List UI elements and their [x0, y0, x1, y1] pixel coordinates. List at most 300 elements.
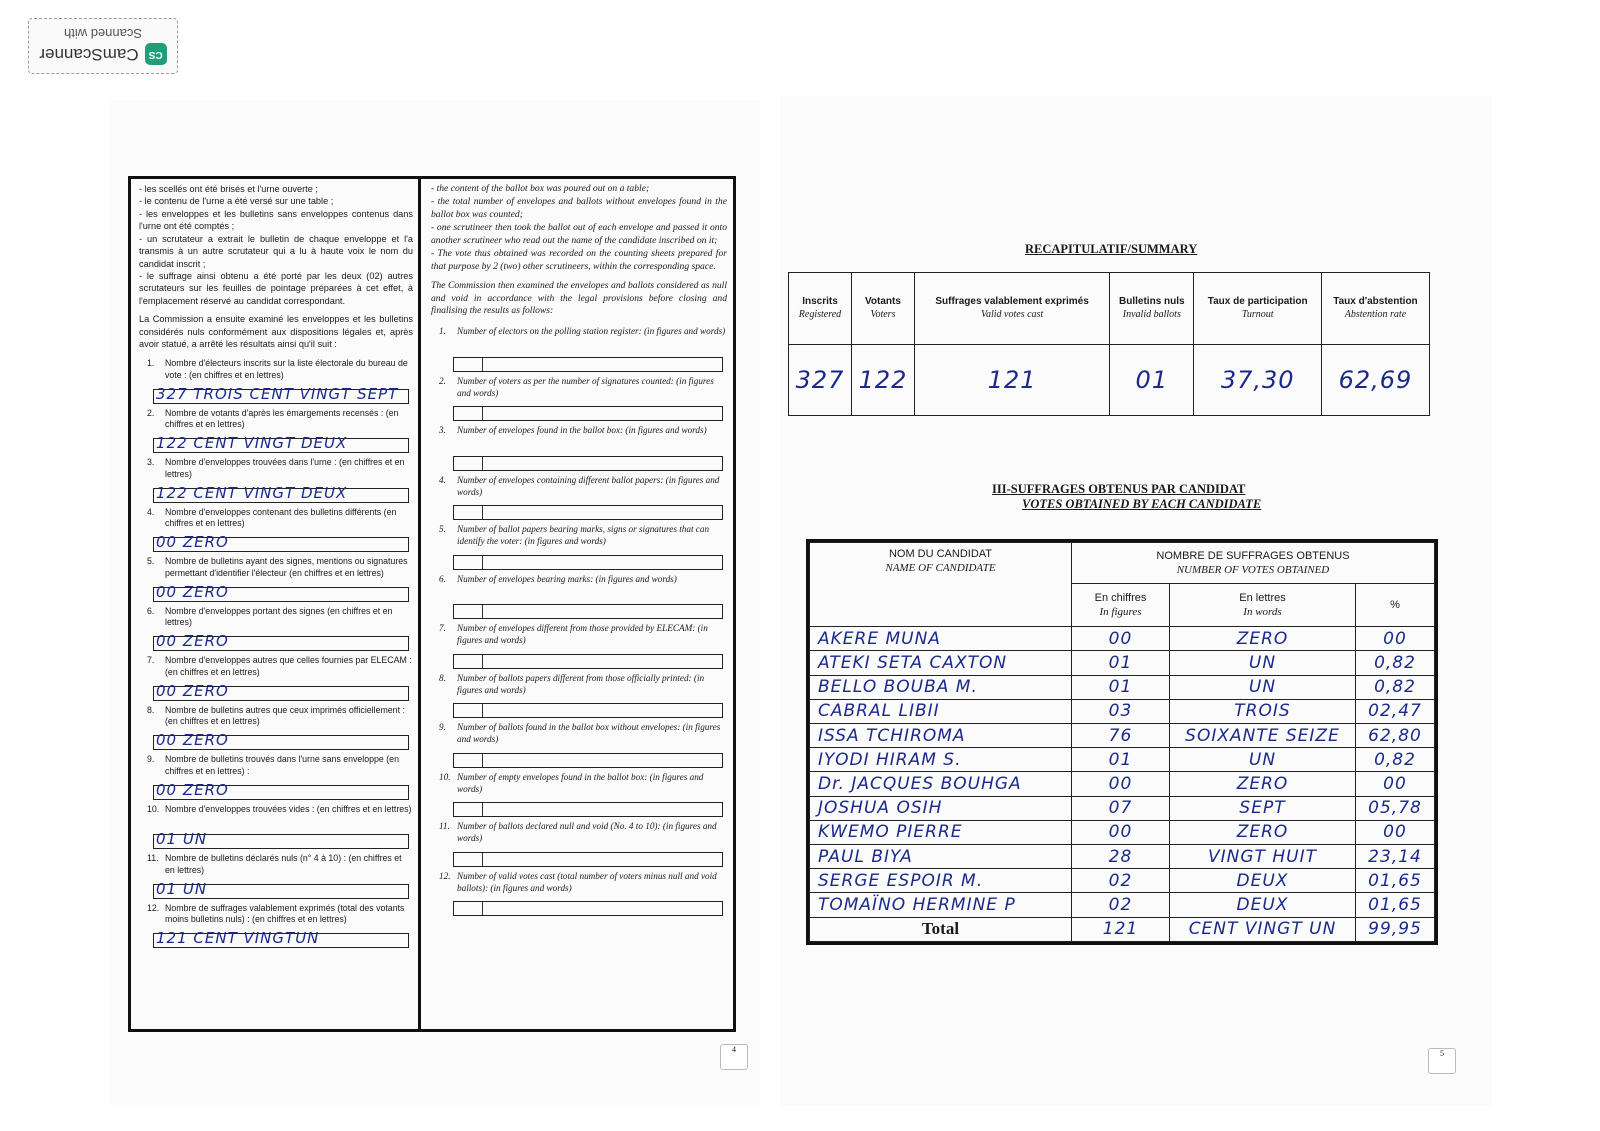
candidates-header-row [810, 543, 1435, 584]
header-figures-en: In figures [1099, 606, 1142, 619]
en-answer-box [453, 406, 723, 421]
fr-item-number: 5. [147, 556, 155, 567]
en-item-number: 8. [439, 672, 446, 683]
en-item [431, 524, 727, 574]
candidate-name: KWEMO PIERRE [818, 822, 963, 843]
fr-item [139, 804, 413, 854]
en-item-text: Number of ballots found in the ballot box without envelopes: (in figures and words) [457, 722, 721, 745]
header-words-fr: En lettres [1239, 591, 1286, 604]
candidate-figures: 00 [1108, 773, 1133, 794]
fr-answer-box [153, 780, 409, 800]
candidate-percent: 0,82 [1374, 677, 1416, 698]
total-label: Total [810, 917, 1072, 941]
candidate-figures-cell [1072, 820, 1170, 844]
summary-header [789, 273, 852, 345]
candidate-name-cell [810, 869, 1072, 893]
fr-answer-box [153, 582, 409, 602]
en-item-text: Number of empty envelopes found in the ballot box: (in figures and words) [457, 771, 704, 794]
summary-header-en: Voters [870, 308, 896, 320]
summary-value [851, 345, 914, 416]
en-item-text: Number of envelopes bearing marks: (in figures and words) [457, 573, 677, 584]
answer-box-divider [482, 506, 483, 519]
fr-item-label [139, 754, 413, 777]
en-item [431, 772, 727, 822]
header-figures [1072, 584, 1170, 627]
fr-item-text: Nombre de votants d'après les émargements recensés : (en chiffres et en lettres) [165, 407, 399, 430]
recap-title: RECAPITULATIF/SUMMARY [1025, 242, 1198, 256]
candidate-name: Dr. JACQUES BOUHGA [818, 773, 1022, 794]
fr-item-label [139, 358, 413, 381]
answer-box-divider [482, 853, 483, 866]
candidate-words: SOIXANTE SEIZE [1185, 725, 1340, 746]
summary-value [1321, 345, 1429, 416]
answer-box-divider [482, 655, 483, 668]
candidate-name: TOMAÏNO HERMINE P [818, 895, 1016, 916]
summary-value-text: 37,30 [1220, 365, 1295, 394]
candidate-name: CABRAL LIBII [818, 701, 940, 722]
total-percent: 99,95 [1368, 919, 1422, 940]
english-column [421, 179, 733, 1029]
english-procedure-list [431, 183, 727, 274]
candidate-words: ZERO [1236, 773, 1289, 794]
candidate-name-cell [810, 844, 1072, 868]
candidate-name: ATEKI SETA CAXTON [818, 652, 1008, 673]
summary-header-en: Registered [798, 308, 842, 320]
candidate-figures-cell [1072, 772, 1170, 796]
candidate-figures: 07 [1108, 798, 1133, 819]
fr-item-label [139, 457, 413, 480]
fr-item-number: 2. [147, 407, 155, 418]
candidate-percent-cell [1356, 772, 1435, 796]
en-item-label [431, 574, 727, 586]
candidate-figures: 00 [1108, 822, 1133, 843]
candidate-words-cell [1170, 772, 1356, 796]
fr-item [139, 507, 413, 557]
fr-item [139, 655, 413, 705]
fr-answer-box [153, 483, 409, 503]
candidate-percent-cell [1356, 699, 1435, 723]
fr-item-label [139, 556, 413, 579]
handwritten-answer: 01 UN [156, 830, 208, 849]
summary-table [788, 272, 1430, 416]
candidate-figures-cell [1072, 893, 1170, 917]
en-item-number: 1. [439, 326, 446, 337]
counting-form [128, 176, 736, 1032]
fr-item-text: Nombre de bulletins autres que ceux imprimés officiellement : (en chiffres et en lettres) [165, 704, 405, 727]
fr-item [139, 358, 413, 408]
candidates-body [810, 627, 1435, 918]
fr-item-label [139, 903, 413, 926]
fr-item [139, 457, 413, 507]
candidate-row [810, 893, 1435, 917]
summary-header-en: Abstention rate [1344, 308, 1407, 320]
candidate-percent-cell [1356, 844, 1435, 868]
candidate-words-cell [1170, 627, 1356, 651]
summary-header-fr: Inscrits [802, 296, 838, 307]
en-item-label [431, 673, 727, 697]
french-procedure-list [139, 183, 413, 307]
summary-value-text: 122 [858, 365, 908, 394]
fr-item [139, 754, 413, 804]
fr-answer-box [153, 731, 409, 750]
candidate-percent: 62,80 [1368, 725, 1422, 746]
en-item [431, 326, 727, 376]
candidate-percent: 23,14 [1368, 846, 1422, 867]
summary-header-fr: Suffrages valablement exprimés [935, 296, 1089, 307]
page-number-right: 5 [1428, 1048, 1456, 1074]
summary-value [1110, 345, 1194, 416]
header-words [1170, 584, 1356, 627]
page-number-left: 4 [720, 1044, 748, 1070]
header-figures-fr: En chiffres [1094, 591, 1147, 604]
candidate-words-cell [1170, 844, 1356, 868]
en-item-label [431, 722, 727, 746]
candidate-name: BELLO BOUBA M. [818, 677, 978, 698]
en-item [431, 673, 727, 723]
answer-box-divider [482, 556, 483, 569]
handwritten-answer: 121 CENT VINGTUN [156, 929, 320, 948]
candidate-row [810, 796, 1435, 820]
summary-value-text: 327 [795, 365, 845, 394]
fr-item-text: Nombre d'enveloppes trouvées dans l'urne : (en chiffres et en lettres) [165, 457, 405, 479]
fr-item-label [139, 507, 413, 530]
handwritten-answer: 00 ZERO [156, 780, 229, 799]
candidates-table [809, 542, 1435, 942]
summary-header-row [789, 273, 1430, 345]
candidate-percent-cell [1356, 796, 1435, 820]
candidate-figures-cell [1072, 627, 1170, 651]
handwritten-answer: 00 ZERO [156, 681, 229, 700]
candidate-figures: 03 [1108, 701, 1133, 722]
candidate-percent: 00 [1383, 628, 1407, 649]
fr-item-text: Nombre d'électeurs inscrits sur la liste électorale du bureau de vote : (en chiffres et en lettres) [165, 358, 408, 380]
candidate-words: TROIS [1234, 701, 1291, 722]
candidate-figures: 01 [1108, 749, 1133, 770]
answer-box-divider [482, 902, 483, 915]
summary-value [789, 345, 852, 416]
fr-item-text: Nombre de bulletins déclarés nuls (n° 4 à 10) : (en chiffres et en lettres) [165, 853, 402, 875]
fr-answer-box [153, 632, 409, 651]
total-words: CENT VINGT UN [1188, 919, 1337, 940]
summary-value-text: 01 [1135, 365, 1169, 394]
en-item [431, 376, 727, 426]
fr-item-label [139, 853, 413, 876]
answer-box-divider [482, 704, 483, 717]
fr-item-label [139, 408, 413, 431]
header-percent: % [1356, 584, 1435, 627]
french-column [131, 179, 421, 1029]
handwritten-answer: 01 UN [156, 879, 208, 898]
fr-item [139, 556, 413, 606]
en-item-number: 3. [439, 425, 446, 436]
section-title-fr: III-SUFFRAGES OBTENUS PAR CANDIDAT [992, 482, 1246, 496]
en-item-number: 11. [439, 821, 450, 832]
en-item [431, 722, 727, 772]
summary-header [914, 273, 1109, 345]
candidate-figures: 01 [1108, 677, 1133, 698]
fr-item-number: 8. [147, 704, 155, 715]
candidate-name: ISSA TCHIROMA [818, 725, 966, 746]
en-item [431, 574, 727, 624]
section-title-en: VOTES OBTAINED BY EACH CANDIDATE [1022, 497, 1262, 511]
en-answer-box [453, 753, 723, 768]
candidate-words-cell [1170, 699, 1356, 723]
summary-value-text: 62,69 [1338, 365, 1413, 394]
en-item-label [431, 821, 727, 845]
en-item-number: 4. [439, 474, 446, 485]
en-bullet: - the total number of envelopes and ballots without envelopes found in the ballot box was counted; [431, 195, 727, 220]
fr-item-number: 10. [147, 803, 160, 814]
candidate-figures-cell [1072, 675, 1170, 699]
en-answer-box [453, 852, 723, 867]
candidate-figures-cell [1072, 651, 1170, 675]
candidate-name-cell [810, 796, 1072, 820]
en-item-text: Number of electors on the polling station register: (in figures and words) [457, 326, 726, 337]
fr-bullet: - le suffrage ainsi obtenu a été porté par les deux (02) autres scrutateurs sur les feuilles de pointage préparées à cet effet, à l'emplacement réservé au candidat correspondant. [139, 270, 413, 306]
candidate-percent: 0,82 [1374, 749, 1416, 770]
header-candidate-name [810, 543, 1072, 627]
summary-value [1194, 345, 1322, 416]
handwritten-answer: 00 ZERO [156, 582, 229, 601]
camscanner-brand: CamScanner [39, 45, 139, 65]
candidate-name: PAUL BIYA [818, 846, 913, 867]
fr-item-text: Nombre d'enveloppes portant des signes (en chiffres et en lettres) [165, 605, 393, 628]
candidate-row [810, 869, 1435, 893]
en-item [431, 821, 727, 871]
fr-item-number: 11. [147, 853, 159, 864]
summary-value [914, 345, 1109, 416]
en-item-number: 7. [439, 623, 446, 634]
fr-item-label [139, 804, 413, 815]
en-item-text: Number of valid votes cast (total number of voters minus null and void ballots): (in figures and words) [457, 870, 717, 893]
en-answer-box [453, 802, 723, 817]
fr-bullet: - les enveloppes et les bulletins sans enveloppes contenus dans l'urne ont été comptés ; [139, 208, 413, 232]
candidate-row [810, 723, 1435, 747]
en-answer-box [453, 703, 723, 718]
summary-values-row [789, 345, 1430, 416]
fr-item-number: 3. [147, 457, 155, 468]
candidate-name: JOSHUA OSIH [818, 798, 943, 819]
fr-bullet: - les scellés ont été brisés et l'urne ouverte ; [139, 184, 318, 194]
left-page [110, 100, 760, 1105]
total-row [810, 917, 1435, 941]
candidate-words-cell [1170, 796, 1356, 820]
en-item [431, 475, 727, 525]
en-item-label [431, 623, 727, 647]
fr-item-number: 7. [147, 655, 155, 666]
candidate-figures: 02 [1108, 870, 1133, 891]
candidate-percent-cell [1356, 893, 1435, 917]
right-page [780, 96, 1492, 1106]
candidate-words: SEPT [1239, 798, 1286, 819]
candidate-figures: 28 [1108, 846, 1133, 867]
handwritten-answer: 00 ZERO [156, 731, 229, 750]
candidate-figures: 01 [1108, 652, 1133, 673]
header-name-fr: NOM DU CANDIDAT [888, 548, 993, 560]
en-item-label [431, 475, 727, 499]
en-item [431, 425, 727, 475]
camscanner-logo-icon: CS [145, 44, 167, 66]
en-answer-box [453, 604, 723, 619]
candidate-words: UN [1248, 677, 1277, 698]
header-votes-fr: NOMBRE DE SUFFRAGES OBTENUS [1156, 549, 1350, 562]
en-answer-box [453, 357, 723, 372]
en-item-text: Number of envelopes different from those provided by ELECAM: (in figures and words) [457, 623, 708, 646]
en-answer-box [453, 555, 723, 570]
summary-header [1321, 273, 1429, 345]
summary-header-fr: Bulletins nuls [1119, 296, 1185, 307]
candidate-row [810, 748, 1435, 772]
en-answer-box [453, 505, 723, 520]
fr-bullet: - un scrutateur a extrait le bulletin de chaque enveloppe et l'a transmis à un autre scrutateur qui a lu à haute voix le nom du candidat inscrit ; [139, 233, 413, 269]
fr-item-label [139, 655, 413, 678]
fr-item-number: 1. [147, 358, 155, 369]
candidate-percent-cell [1356, 723, 1435, 747]
en-bullet: - one scrutineer then took the ballot out of each envelope and passed it onto another scrutineer who read out the name of the candidate inscribed on it; [431, 221, 727, 246]
fr-answer-box [153, 830, 409, 849]
en-item-text: Number of envelopes containing different ballot papers: (in figures and words) [457, 474, 720, 497]
fr-item [139, 853, 413, 903]
candidate-name-cell [810, 748, 1072, 772]
fr-item-label [139, 606, 413, 629]
candidate-figures-cell [1072, 699, 1170, 723]
french-items [139, 358, 413, 952]
en-item-number: 12. [439, 870, 451, 881]
answer-box-divider [482, 754, 483, 767]
en-item [431, 623, 727, 673]
fr-answer-box [153, 533, 409, 552]
summary-header-fr: Votants [865, 296, 901, 307]
summary-header [851, 273, 914, 345]
candidate-words: ZERO [1236, 822, 1289, 843]
en-item-label [431, 772, 727, 796]
fr-answer-box [153, 434, 409, 453]
candidate-figures: 00 [1108, 628, 1133, 649]
candidate-figures-cell [1072, 796, 1170, 820]
candidate-figures-cell [1072, 748, 1170, 772]
header-name-en: NAME OF CANDIDATE [885, 562, 996, 575]
candidate-name: SERGE ESPOIR M. [818, 870, 984, 891]
fr-item-text: Nombre d'enveloppes autres que celles fournies par ELECAM : (en chiffres et en lettres) [165, 655, 412, 677]
candidate-percent: 00 [1383, 822, 1407, 843]
fr-item [139, 705, 413, 755]
section-title [992, 482, 1261, 512]
en-item-text: Number of ballots declared null and void (No. 4 to 10): (in figures and words) [457, 821, 717, 844]
fr-item [139, 606, 413, 656]
summary-header [1110, 273, 1194, 345]
candidate-name-cell [810, 893, 1072, 917]
fr-answer-box [153, 681, 409, 701]
candidate-figures: 02 [1108, 895, 1133, 916]
en-answer-box [453, 456, 723, 471]
english-items [431, 326, 727, 920]
fr-item-text: Nombre de suffrages valablement exprimés (total des votants moins bulletins nuls) : (en chiffres et en lettres) [165, 902, 405, 925]
french-paragraph: La Commission a ensuite examiné les enveloppes et les bulletins considérés nuls conformément aux dispositions légales et, après avoir statué, a arrêté les résultats ainsi qu'il suit : [139, 314, 413, 350]
candidate-words-cell [1170, 651, 1356, 675]
total-figures: 121 [1102, 919, 1139, 940]
candidate-name: AKERE MUNA [818, 628, 941, 649]
en-item-number: 6. [439, 573, 446, 584]
candidate-name-cell [810, 772, 1072, 796]
candidate-figures: 76 [1108, 725, 1133, 746]
summary-header-fr: Taux d'abstention [1333, 296, 1418, 307]
handwritten-answer: 00 ZERO [156, 533, 229, 552]
candidate-percent: 00 [1383, 773, 1407, 794]
fr-answer-box [153, 384, 409, 404]
en-answer-box [453, 654, 723, 669]
candidate-row [810, 844, 1435, 868]
candidate-name-cell [810, 651, 1072, 675]
summary-header [1194, 273, 1322, 345]
fr-item [139, 408, 413, 458]
summary-header-en: Turnout [1241, 308, 1274, 320]
fr-item-text: Nombre d'enveloppes contenant des bulletins différents (en chiffres et en lettres) [165, 506, 397, 529]
answer-box-divider [482, 358, 483, 371]
candidate-percent-cell [1356, 869, 1435, 893]
candidate-percent: 05,78 [1368, 798, 1422, 819]
answer-box-divider [482, 803, 483, 816]
candidate-percent-cell [1356, 820, 1435, 844]
en-item-number: 2. [439, 375, 446, 386]
candidate-percent-cell [1356, 651, 1435, 675]
header-votes-obtained [1072, 543, 1435, 584]
summary-value-text: 121 [987, 365, 1037, 394]
candidate-percent: 01,65 [1368, 895, 1422, 916]
handwritten-answer: 327 TROIS CENT VINGT SEPT [156, 384, 399, 403]
candidate-words-cell [1170, 748, 1356, 772]
candidate-words: DEUX [1236, 895, 1289, 916]
handwritten-answer: 00 ZERO [156, 632, 229, 651]
candidate-words-cell [1170, 893, 1356, 917]
candidate-words-cell [1170, 820, 1356, 844]
en-item-number: 5. [439, 524, 446, 535]
en-bullet: - the content of the ballot box was poured out on a table; [431, 183, 650, 194]
candidate-words-cell [1170, 675, 1356, 699]
candidate-name-cell [810, 627, 1072, 651]
candidate-row [810, 675, 1435, 699]
fr-item-number: 4. [147, 506, 155, 517]
summary-header-fr: Taux de participation [1207, 296, 1308, 307]
candidate-percent: 02,47 [1368, 701, 1422, 722]
handwritten-answer: 122 CENT VINGT DEUX [156, 434, 348, 453]
fr-item-text: Nombre de bulletins ayant des signes, mentions ou signatures permettant d'identifier l'électeur (en chiffres et en lettres) [165, 556, 408, 578]
en-item-label [431, 376, 727, 400]
english-paragraph: The Commission then examined the envelopes and ballots considered as null and void in accordance with the legal provisions before closing and finalising the results as follows: [431, 279, 727, 317]
fr-item-number: 9. [147, 754, 155, 765]
candidate-percent: 01,65 [1368, 870, 1422, 891]
candidate-words: UN [1248, 652, 1277, 673]
candidate-words: ZERO [1236, 628, 1289, 649]
fr-answer-box [153, 929, 409, 948]
candidate-words-cell [1170, 869, 1356, 893]
candidate-figures-cell [1072, 723, 1170, 747]
camscanner-brand-row [39, 44, 166, 66]
fr-item-number: 12. [147, 902, 160, 913]
candidate-words: DEUX [1236, 870, 1289, 891]
answer-box-divider [482, 457, 483, 470]
candidate-words: UN [1248, 749, 1277, 770]
candidate-name-cell [810, 820, 1072, 844]
en-item-number: 9. [439, 722, 446, 733]
candidate-row [810, 772, 1435, 796]
answer-box-divider [482, 605, 483, 618]
candidate-words: VINGT HUIT [1208, 846, 1317, 867]
header-words-en: In words [1243, 606, 1282, 619]
fr-item [139, 903, 413, 953]
en-item-text: Number of envelopes found in the ballot box: (in figures and words) [457, 425, 707, 436]
answer-box-divider [482, 407, 483, 420]
summary-header-en: Valid votes cast [980, 308, 1044, 320]
